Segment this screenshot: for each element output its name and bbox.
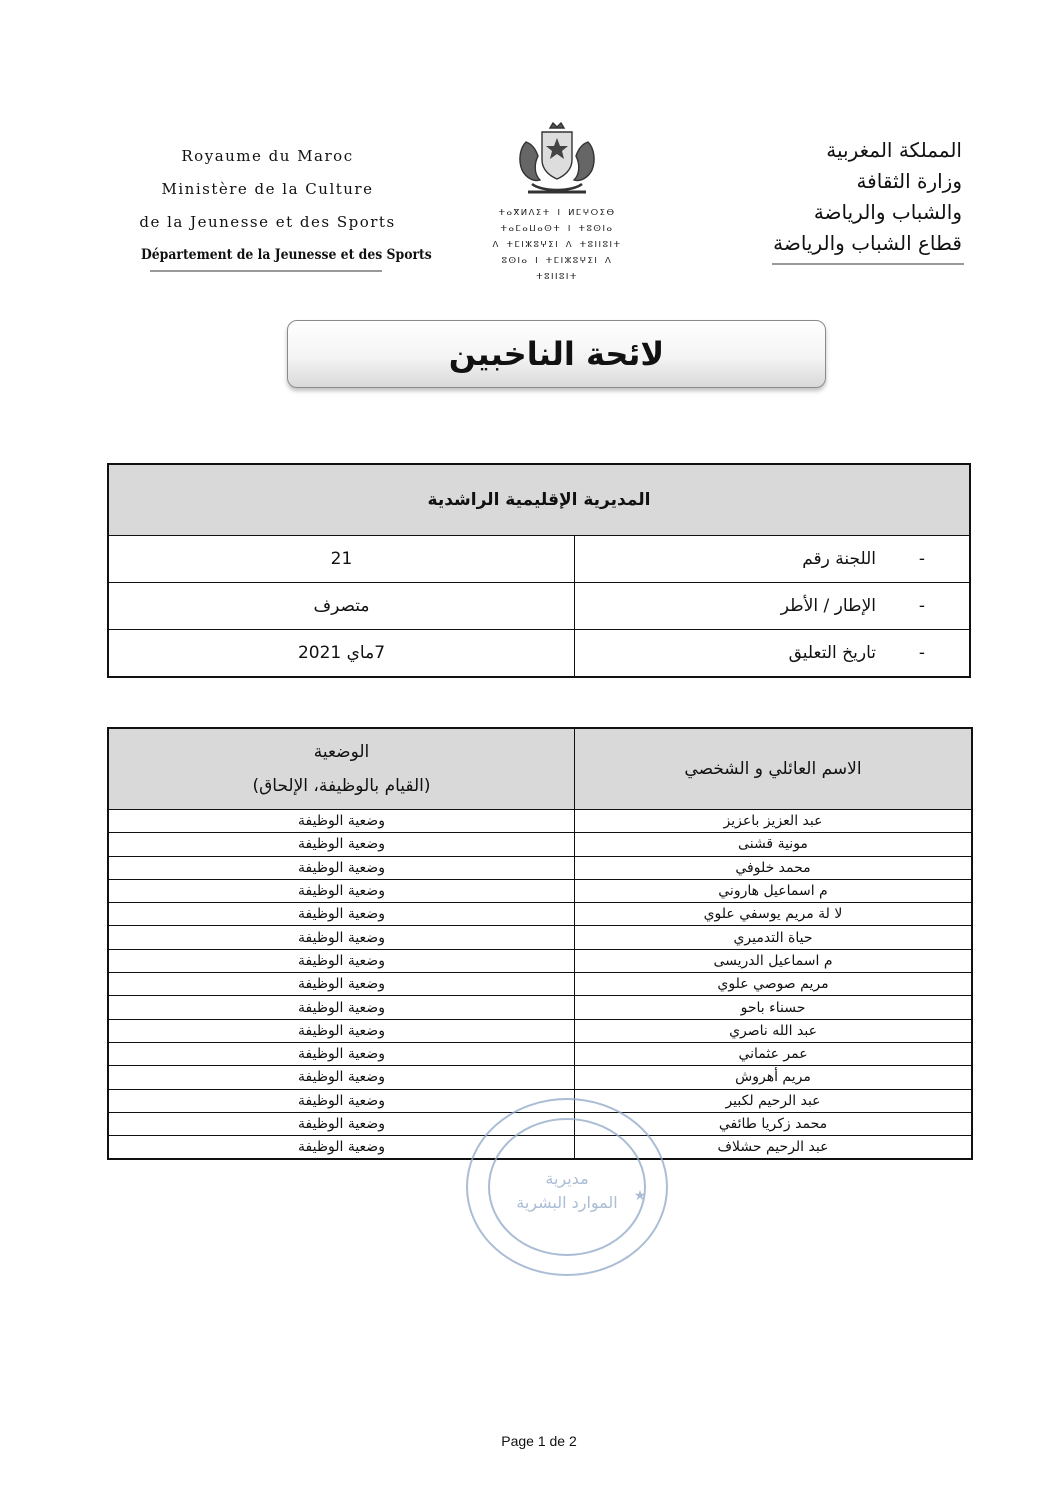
info-row-committee bbox=[108, 536, 970, 583]
info-table bbox=[107, 463, 971, 678]
voter-name: عبد الرحيم حشلاف bbox=[575, 1136, 973, 1160]
column-header-name: الاسم العائلي و الشخصي bbox=[575, 728, 973, 810]
voter-name: مونية قشنى bbox=[575, 833, 973, 856]
stamp-star-icon: ★ bbox=[633, 1188, 647, 1204]
voters-table-header bbox=[108, 728, 972, 810]
stamp-text-1: مديرية bbox=[545, 1169, 589, 1188]
header-tifinagh bbox=[492, 205, 622, 285]
info-label-cell bbox=[575, 630, 971, 678]
voter-status: وضعية الوظيفة bbox=[108, 1066, 575, 1089]
voter-status: وضعية الوظيفة bbox=[108, 1042, 575, 1065]
table-row bbox=[108, 1042, 972, 1065]
header-ar-line-3: والشباب والرياضة bbox=[813, 200, 962, 224]
moroccan-coat-of-arms-icon bbox=[512, 122, 602, 204]
header-french bbox=[130, 140, 432, 272]
info-dash: - bbox=[918, 549, 926, 569]
info-row-posting-date bbox=[108, 630, 970, 678]
info-label-committee: اللجنة رقم bbox=[802, 549, 876, 569]
voter-name: عبد العزيز باعزيز bbox=[575, 810, 973, 833]
header-ar-line-2: وزارة الثقافة bbox=[856, 169, 962, 193]
page-title: لائحة الناخبين bbox=[448, 335, 665, 373]
voter-name: حسناء باحو bbox=[575, 996, 973, 1019]
info-header-row bbox=[108, 464, 970, 536]
header-fr-line-2: Ministère de la Culture bbox=[161, 180, 374, 198]
header-tifinagh-line-1: ⵜⴰⴳⵍⴷⵉⵜ ⵏ ⵍⵎⵖⵔⵉⴱ bbox=[498, 208, 616, 218]
voter-status: وضعية الوظيفة bbox=[108, 879, 575, 902]
voter-name: م اسماعيل الدريسى bbox=[575, 949, 973, 972]
info-value-committee: 21 bbox=[108, 536, 575, 583]
table-row bbox=[108, 810, 972, 833]
info-label-cell bbox=[575, 583, 971, 630]
column-header-status-title: الوضعية bbox=[313, 742, 370, 762]
voter-status: وضعية الوظيفة bbox=[108, 1089, 575, 1112]
voter-status: وضعية الوظيفة bbox=[108, 833, 575, 856]
voter-status: وضعية الوظيفة bbox=[108, 996, 575, 1019]
voter-name: عمر عثماني bbox=[575, 1042, 973, 1065]
header-tifinagh-line-3: ⴷ ⵜⵎⵏⵣⵓⵖⵉⵏ ⴷ ⵜⵓⵏⵏⵓⵏⵜ bbox=[492, 240, 622, 250]
voter-status: وضعية الوظيفة bbox=[108, 856, 575, 879]
voter-status: وضعية الوظيفة bbox=[108, 973, 575, 996]
info-label-posting-date: تاريخ التعليق bbox=[788, 643, 876, 663]
title-box bbox=[287, 320, 826, 388]
info-dash: - bbox=[918, 643, 926, 663]
directorate-name: المديرية الإقليمية الراشدية bbox=[108, 464, 970, 536]
table-row bbox=[108, 1019, 972, 1042]
header-ar-line-1: المملكة المغربية bbox=[826, 138, 962, 162]
header-arabic bbox=[738, 135, 962, 259]
voter-name: عبد الرحيم لكبير bbox=[575, 1089, 973, 1112]
header-tifinagh-line-2: ⵜⴰⵎⴰⵡⴰⵙⵜ ⵏ ⵜⵓⵙⵏⴰ bbox=[500, 224, 614, 234]
table-row bbox=[108, 926, 972, 949]
info-row-grade bbox=[108, 583, 970, 630]
voter-status: وضعية الوظيفة bbox=[108, 949, 575, 972]
voter-status: وضعية الوظيفة bbox=[108, 1019, 575, 1042]
table-row bbox=[108, 856, 972, 879]
voter-status: وضعية الوظيفة bbox=[108, 1112, 575, 1135]
header-ar-divider bbox=[772, 263, 964, 265]
voter-name: محمد زكريا طائفي bbox=[575, 1112, 973, 1135]
table-row bbox=[108, 973, 972, 996]
info-dash: - bbox=[918, 596, 926, 616]
voter-name: مريم صوصي علوي bbox=[575, 973, 973, 996]
header-fr-line-1: Royaume du Maroc bbox=[181, 147, 354, 165]
header-fr-line-4: Département de la Jeunesse et des Sports bbox=[141, 247, 432, 263]
table-row bbox=[108, 949, 972, 972]
info-label-grade: الإطار / الأطر bbox=[780, 596, 876, 616]
voter-status: وضعية الوظيفة bbox=[108, 903, 575, 926]
stamp-text-2: الموارد البشرية bbox=[516, 1193, 618, 1212]
table-row bbox=[108, 996, 972, 1019]
voter-name: محمد خلوفي bbox=[575, 856, 973, 879]
table-row bbox=[108, 879, 972, 902]
header-ar-line-4: قطاع الشباب والرياضة bbox=[773, 231, 962, 255]
voter-name: حياة التدميري bbox=[575, 926, 973, 949]
column-header-status-subtitle: (القيام بالوظيفة، الإلحاق) bbox=[252, 776, 431, 796]
header-fr-divider bbox=[150, 270, 382, 272]
table-row bbox=[108, 833, 972, 856]
info-value-grade: متصرف bbox=[108, 583, 575, 630]
info-value-posting-date: 7ماي 2021 bbox=[108, 630, 575, 678]
voter-name: لا لة مريم يوسفي علوي bbox=[575, 903, 973, 926]
voter-name: م اسماعيل هاروني bbox=[575, 879, 973, 902]
page-number: Page 1 de 2 bbox=[501, 1433, 577, 1449]
column-header-status bbox=[108, 728, 575, 810]
voter-name: مريم أهروش bbox=[575, 1066, 973, 1089]
official-stamp-icon bbox=[462, 1092, 672, 1282]
table-row bbox=[108, 1066, 972, 1089]
voter-status: وضعية الوظيفة bbox=[108, 926, 575, 949]
voter-status: وضعية الوظيفة bbox=[108, 810, 575, 833]
voter-status: وضعية الوظيفة bbox=[108, 1136, 575, 1160]
header-tifinagh-line-4: ⵓⵙⵏⴰ ⵏ ⵜⵎⵏⵣⵓⵖⵉⵏ ⴷ ⵜⵓⵏⵏⵓⵏⵜ bbox=[501, 256, 613, 282]
info-label-cell bbox=[575, 536, 971, 583]
voter-name: عبد الله ناصري bbox=[575, 1019, 973, 1042]
table-row bbox=[108, 903, 972, 926]
header-fr-line-3: de la Jeunesse et des Sports bbox=[139, 213, 396, 231]
